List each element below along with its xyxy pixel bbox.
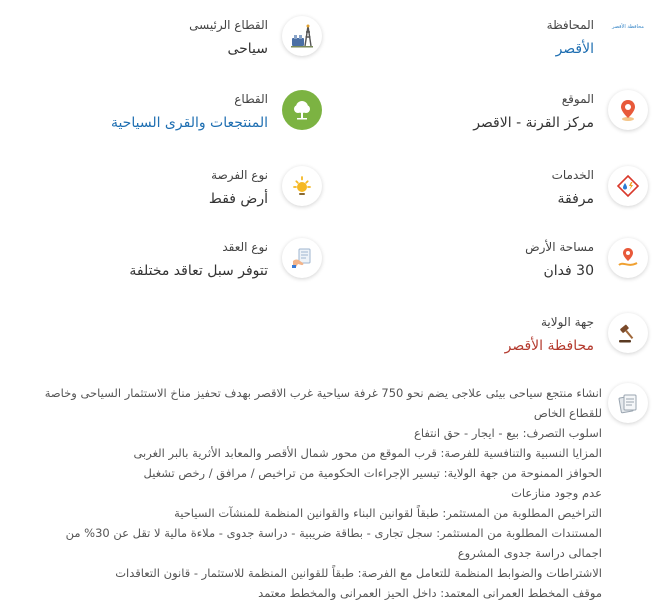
authority-value[interactable]: محافظة الأقصر xyxy=(504,338,594,354)
authority-field xyxy=(505,313,648,356)
sector-value[interactable]: المنتجعات والقرى السياحية xyxy=(110,115,268,131)
land-pin-icon xyxy=(608,238,648,278)
sector-field xyxy=(111,90,322,133)
documents-icon xyxy=(608,383,648,423)
contract-type-field xyxy=(129,238,322,281)
services-field xyxy=(552,166,648,209)
main-sector-field xyxy=(189,16,322,59)
tree-icon xyxy=(282,90,322,130)
location-label: الموقع xyxy=(561,92,594,106)
description-line: المستندات المطلوبة من المستثمر: سجل تجارى - بطاقة ضريبية - دراسة جدوى - ملاءة مالية لا تقل عن 30% من اجمالى دراسة جدوى المشروع xyxy=(65,526,602,560)
location-pin-icon xyxy=(608,90,648,130)
description-line: عدم وجود منازعات xyxy=(511,486,602,500)
governorate-value[interactable]: الأقصر xyxy=(555,41,594,57)
contract-type-value: تتوفر سبل تعاقد مختلفة xyxy=(129,263,268,279)
land-area-value: 30 فدان xyxy=(543,263,594,279)
gavel-icon xyxy=(608,313,648,353)
services-label: الخدمات xyxy=(551,168,594,182)
governorate-logo: محافظة الأقصر xyxy=(612,24,644,30)
land-area-field xyxy=(525,238,648,281)
description-text xyxy=(32,383,602,603)
description-line: التراخيص المطلوبة من المستثمر: طبقاً لقوانين البناء والقوانين المنظمة للمنشآت السياحية xyxy=(174,506,602,520)
description-line: الاشتراطات والضوابط المنظمة للتعامل مع الفرصة: طبقاً للقوانين المنظمة للاستثمار - قانون التعاقدات xyxy=(115,566,602,580)
contract-handshake-icon xyxy=(282,238,322,278)
description-line: انشاء منتجع سياحى بيئى علاجى يضم نحو 750 غرفة سياحية غرب الاقصر بهدف تحفيز مناخ الاستثمار السياحى وخاصة للقطاع الخاص xyxy=(44,386,602,420)
contract-type-label: نوع العقد xyxy=(222,240,268,254)
sector-label: القطاع xyxy=(234,92,268,106)
description-line: موقف المخطط العمرانى المعتمد: داخل الحيز العمرانى والمخطط معتمد xyxy=(258,586,602,600)
services-value: مرفقة xyxy=(557,191,594,207)
location-value: مركز القرنة - الاقصر xyxy=(473,115,594,131)
governorate-label: المحافظة xyxy=(546,18,594,32)
opportunity-type-label: نوع الفرصة xyxy=(211,168,268,182)
main-sector-value: سياحى xyxy=(227,41,268,57)
description-line: الحوافز الممنوحة من جهة الولاية: تيسير الإجراءات الحكومية من تراخيص / مرافق / رخص تشغيل xyxy=(143,466,602,480)
description-field xyxy=(608,383,648,423)
power-tower-icon xyxy=(282,16,322,56)
land-area-label: مساحة الأرض xyxy=(525,240,594,254)
location-field xyxy=(473,90,648,133)
authority-label: جهة الولاية xyxy=(540,315,594,329)
opportunity-type-field xyxy=(209,166,322,209)
description-line: اسلوب التصرف: بيع - ايجار - حق انتفاع xyxy=(414,426,602,440)
governorate-field xyxy=(547,16,648,59)
main-sector-label: القطاع الرئيسى xyxy=(189,18,268,32)
utilities-icon xyxy=(608,166,648,206)
opportunity-type-value: أرض فقط xyxy=(208,191,268,207)
sun-icon xyxy=(282,166,322,206)
description-line: المزايا النسبية والتنافسية للفرصة: قرب الموقع من محور شمال الأقصر والمعابد الأثرية بالبر الغربى xyxy=(133,446,602,460)
